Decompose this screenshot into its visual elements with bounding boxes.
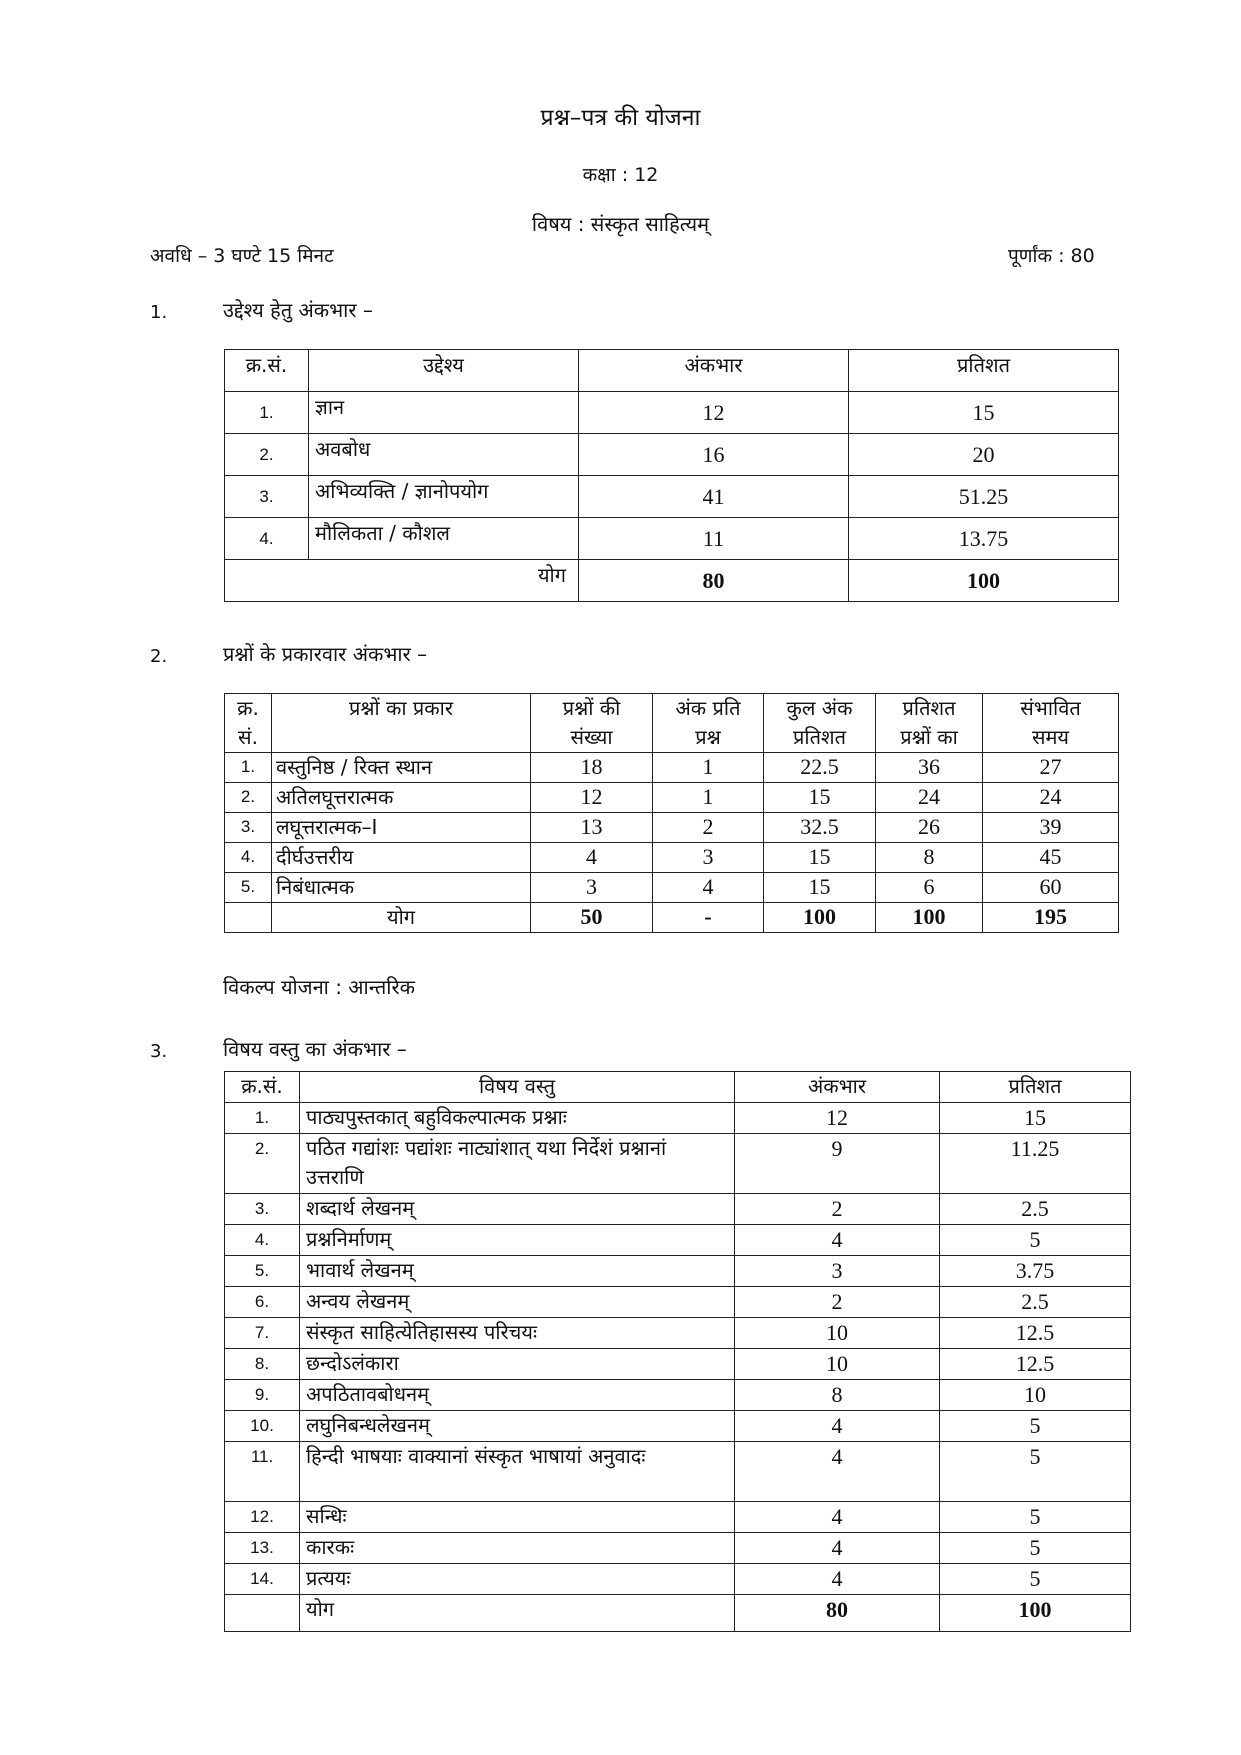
question-percent: 6 (876, 873, 983, 903)
page-title: प्रश्न–पत्र की योजना (540, 105, 701, 131)
percent-cell: 5 (940, 1502, 1131, 1533)
content-topic: अन्वय लेखनम् (300, 1287, 735, 1318)
estimated-time: 60 (983, 873, 1119, 903)
content-weightage-table (224, 1071, 1131, 1632)
column-header: अंकभार (735, 1072, 940, 1103)
section-title: उद्देश्य हेतु अंकभार – (223, 298, 373, 322)
table-row (225, 518, 1119, 560)
total-label: योग (300, 1595, 735, 1632)
content-topic: प्रत्ययः (300, 1564, 735, 1595)
content-topic: प्रश्ननिर्माणम् (300, 1225, 735, 1256)
total-time: 195 (983, 903, 1119, 933)
serial-number: 1. (225, 753, 272, 783)
serial-number: 5. (225, 1256, 300, 1287)
question-count: 13 (531, 813, 653, 843)
section-title: विषय वस्तु का अंकभार – (223, 1037, 407, 1061)
content-topic: छन्दोऽलंकारा (300, 1349, 735, 1380)
serial-number: 4. (225, 518, 309, 560)
serial-number: 7. (225, 1318, 300, 1349)
estimated-time: 24 (983, 783, 1119, 813)
percent-cell: 13.75 (849, 518, 1119, 560)
marks-cell: 4 (735, 1225, 940, 1256)
marks-per-question: 4 (653, 873, 764, 903)
table-row (225, 1194, 1131, 1225)
table-row (225, 1349, 1131, 1380)
serial-number: 14. (225, 1564, 300, 1595)
empty-cell (225, 903, 272, 933)
serial-number: 4. (225, 843, 272, 873)
serial-number: 3. (225, 1194, 300, 1225)
column-header: क्र.सं. (225, 350, 309, 392)
question-count: 4 (531, 843, 653, 873)
serial-number: 2. (225, 1134, 300, 1194)
class-line: कक्षा : 12 (582, 164, 659, 186)
serial-number: 9. (225, 1380, 300, 1411)
total-label: योग (272, 903, 531, 933)
total-percent: 100 (940, 1595, 1131, 1632)
total-label: योग (225, 560, 579, 602)
question-type: लघूत्तरात्मक–I (272, 813, 531, 843)
marks-per-question: 3 (653, 843, 764, 873)
percent-cell: 2.5 (940, 1287, 1131, 1318)
table-row (225, 476, 1119, 518)
table-total-row (225, 903, 1119, 933)
table-row (225, 1103, 1131, 1134)
percent-cell: 51.25 (849, 476, 1119, 518)
question-count: 18 (531, 753, 653, 783)
column-header: उद्देश्य (309, 350, 579, 392)
content-topic: हिन्दी भाषयाः वाक्यानां संस्कृत भाषायां अनुवादः (300, 1442, 735, 1502)
table-total-row (225, 1595, 1131, 1632)
estimated-time: 39 (983, 813, 1119, 843)
content-topic: पाठ्यपुस्तकात् बहुविकल्पात्मक प्रश्नाः (300, 1103, 735, 1134)
percent-cell: 12.5 (940, 1349, 1131, 1380)
percent-cell: 20 (849, 434, 1119, 476)
table-row (225, 1411, 1131, 1442)
percent-cell: 12.5 (940, 1318, 1131, 1349)
subject-line: विषय : संस्कृत साहित्यम् (531, 212, 710, 236)
total-marks: 80 (579, 560, 849, 602)
marks-cell: 12 (735, 1103, 940, 1134)
table-header-row (225, 694, 1119, 753)
serial-number: 1. (225, 1103, 300, 1134)
column-header: प्रतिशत (940, 1072, 1131, 1103)
column-header: प्रतिशत प्रश्नों का (876, 694, 983, 753)
empty-cell (225, 1595, 300, 1632)
total-marks-percent: 15 (764, 783, 876, 813)
column-header: संभावित समय (983, 694, 1119, 753)
serial-number: 12. (225, 1502, 300, 1533)
section-title: प्रश्नों के प्रकारवार अंकभार – (223, 642, 428, 666)
marks-cell: 16 (579, 434, 849, 476)
table-row (225, 1502, 1131, 1533)
table-row (225, 873, 1119, 903)
section-number: 1. (150, 302, 168, 323)
marks-per-question: 1 (653, 783, 764, 813)
column-header: प्रश्नों की संख्या (531, 694, 653, 753)
percent-cell: 5 (940, 1411, 1131, 1442)
total-question-percent: 100 (876, 903, 983, 933)
objective-weightage-table (224, 349, 1119, 602)
question-count: 12 (531, 783, 653, 813)
serial-number: 5. (225, 873, 272, 903)
marks-cell: 4 (735, 1411, 940, 1442)
serial-number: 2. (225, 783, 272, 813)
marks-cell: 2 (735, 1194, 940, 1225)
percent-cell: 15 (849, 392, 1119, 434)
serial-number: 2. (225, 434, 309, 476)
table-row (225, 1256, 1131, 1287)
question-percent: 36 (876, 753, 983, 783)
estimated-time: 45 (983, 843, 1119, 873)
serial-number: 13. (225, 1533, 300, 1564)
table-row (225, 1225, 1131, 1256)
marks-cell: 12 (579, 392, 849, 434)
content-topic: लघुनिबन्धलेखनम् (300, 1411, 735, 1442)
question-type: अतिलघूत्तरात्मक (272, 783, 531, 813)
table-row (225, 843, 1119, 873)
table-header-row (225, 350, 1119, 392)
total-marks: 80 (735, 1595, 940, 1632)
percent-cell: 2.5 (940, 1194, 1131, 1225)
total-marks-each: - (653, 903, 764, 933)
serial-number: 11. (225, 1442, 300, 1502)
serial-number: 1. (225, 392, 309, 434)
question-count: 3 (531, 873, 653, 903)
table-row (225, 1318, 1131, 1349)
table-row (225, 1380, 1131, 1411)
percent-cell: 5 (940, 1533, 1131, 1564)
question-type: दीर्घउत्तरीय (272, 843, 531, 873)
table-total-row (225, 560, 1119, 602)
table-row (225, 1134, 1131, 1194)
table-row (225, 753, 1119, 783)
section-number: 3. (150, 1041, 168, 1062)
marks-cell: 4 (735, 1442, 940, 1502)
table-row (225, 783, 1119, 813)
column-header: प्रश्नों का प्रकार (272, 694, 531, 753)
content-topic: भावार्थ लेखनम् (300, 1256, 735, 1287)
max-marks: पूर्णांक : 80 (1008, 245, 1095, 267)
objective-name: अभिव्यक्ति / ज्ञानोपयोग (309, 476, 579, 518)
total-marks-percent: 15 (764, 843, 876, 873)
section-number: 2. (150, 646, 168, 667)
estimated-time: 27 (983, 753, 1119, 783)
duration: अवधि – 3 घण्टे 15 मिनट (150, 245, 334, 267)
table-header-row (225, 1072, 1131, 1103)
total-marks-percent: 22.5 (764, 753, 876, 783)
marks-cell: 11 (579, 518, 849, 560)
content-topic: पठित गद्यांशः पद्यांशः नाट्यांशात् यथा निर्देशं प्रश्नानां उत्तराणि (300, 1134, 735, 1194)
content-topic: शब्दार्थ लेखनम् (300, 1194, 735, 1225)
percent-cell: 5 (940, 1225, 1131, 1256)
table-row (225, 1442, 1131, 1502)
percent-cell: 10 (940, 1380, 1131, 1411)
total-marks-percent: 32.5 (764, 813, 876, 843)
marks-cell: 41 (579, 476, 849, 518)
question-percent: 26 (876, 813, 983, 843)
table-row (225, 392, 1119, 434)
table-row (225, 434, 1119, 476)
question-type: निबंधात्मक (272, 873, 531, 903)
serial-number: 8. (225, 1349, 300, 1380)
column-header: क्र.सं. (225, 1072, 300, 1103)
marks-per-question: 1 (653, 753, 764, 783)
marks-cell: 4 (735, 1533, 940, 1564)
question-type-table (224, 693, 1119, 933)
serial-number: 3. (225, 813, 272, 843)
marks-per-question: 2 (653, 813, 764, 843)
column-header: क्र. सं. (225, 694, 272, 753)
percent-cell: 11.25 (940, 1134, 1131, 1194)
marks-cell: 10 (735, 1349, 940, 1380)
marks-cell: 4 (735, 1564, 940, 1595)
content-topic: अपठितावबोधनम् (300, 1380, 735, 1411)
total-percent: 100 (849, 560, 1119, 602)
column-header: कुल अंक प्रतिशत (764, 694, 876, 753)
marks-cell: 10 (735, 1318, 940, 1349)
table-row (225, 813, 1119, 843)
marks-cell: 3 (735, 1256, 940, 1287)
percent-cell: 3.75 (940, 1256, 1131, 1287)
percent-cell: 15 (940, 1103, 1131, 1134)
table-row (225, 1533, 1131, 1564)
question-type: वस्तुनिष्ठ / रिक्त स्थान (272, 753, 531, 783)
table-row (225, 1287, 1131, 1318)
table-row (225, 1564, 1131, 1595)
question-percent: 8 (876, 843, 983, 873)
marks-cell: 4 (735, 1502, 940, 1533)
content-topic: संस्कृत साहित्येतिहासस्य परिचयः (300, 1318, 735, 1349)
total-count: 50 (531, 903, 653, 933)
marks-cell: 9 (735, 1134, 940, 1194)
option-scheme-note: विकल्प योजना : आन्तरिक (223, 975, 416, 999)
marks-cell: 2 (735, 1287, 940, 1318)
objective-name: ज्ञान (309, 392, 579, 434)
column-header: अंक प्रति प्रश्न (653, 694, 764, 753)
objective-name: अवबोध (309, 434, 579, 476)
percent-cell: 5 (940, 1442, 1131, 1502)
serial-number: 4. (225, 1225, 300, 1256)
marks-cell: 8 (735, 1380, 940, 1411)
serial-number: 3. (225, 476, 309, 518)
total-marks-percent: 100 (764, 903, 876, 933)
content-topic: कारकः (300, 1533, 735, 1564)
percent-cell: 5 (940, 1564, 1131, 1595)
total-marks-percent: 15 (764, 873, 876, 903)
column-header: विषय वस्तु (300, 1072, 735, 1103)
serial-number: 10. (225, 1411, 300, 1442)
column-header: प्रतिशत (849, 350, 1119, 392)
objective-name: मौलिकता / कौशल (309, 518, 579, 560)
question-percent: 24 (876, 783, 983, 813)
serial-number: 6. (225, 1287, 300, 1318)
column-header: अंकभार (579, 350, 849, 392)
content-topic: सन्धिः (300, 1502, 735, 1533)
